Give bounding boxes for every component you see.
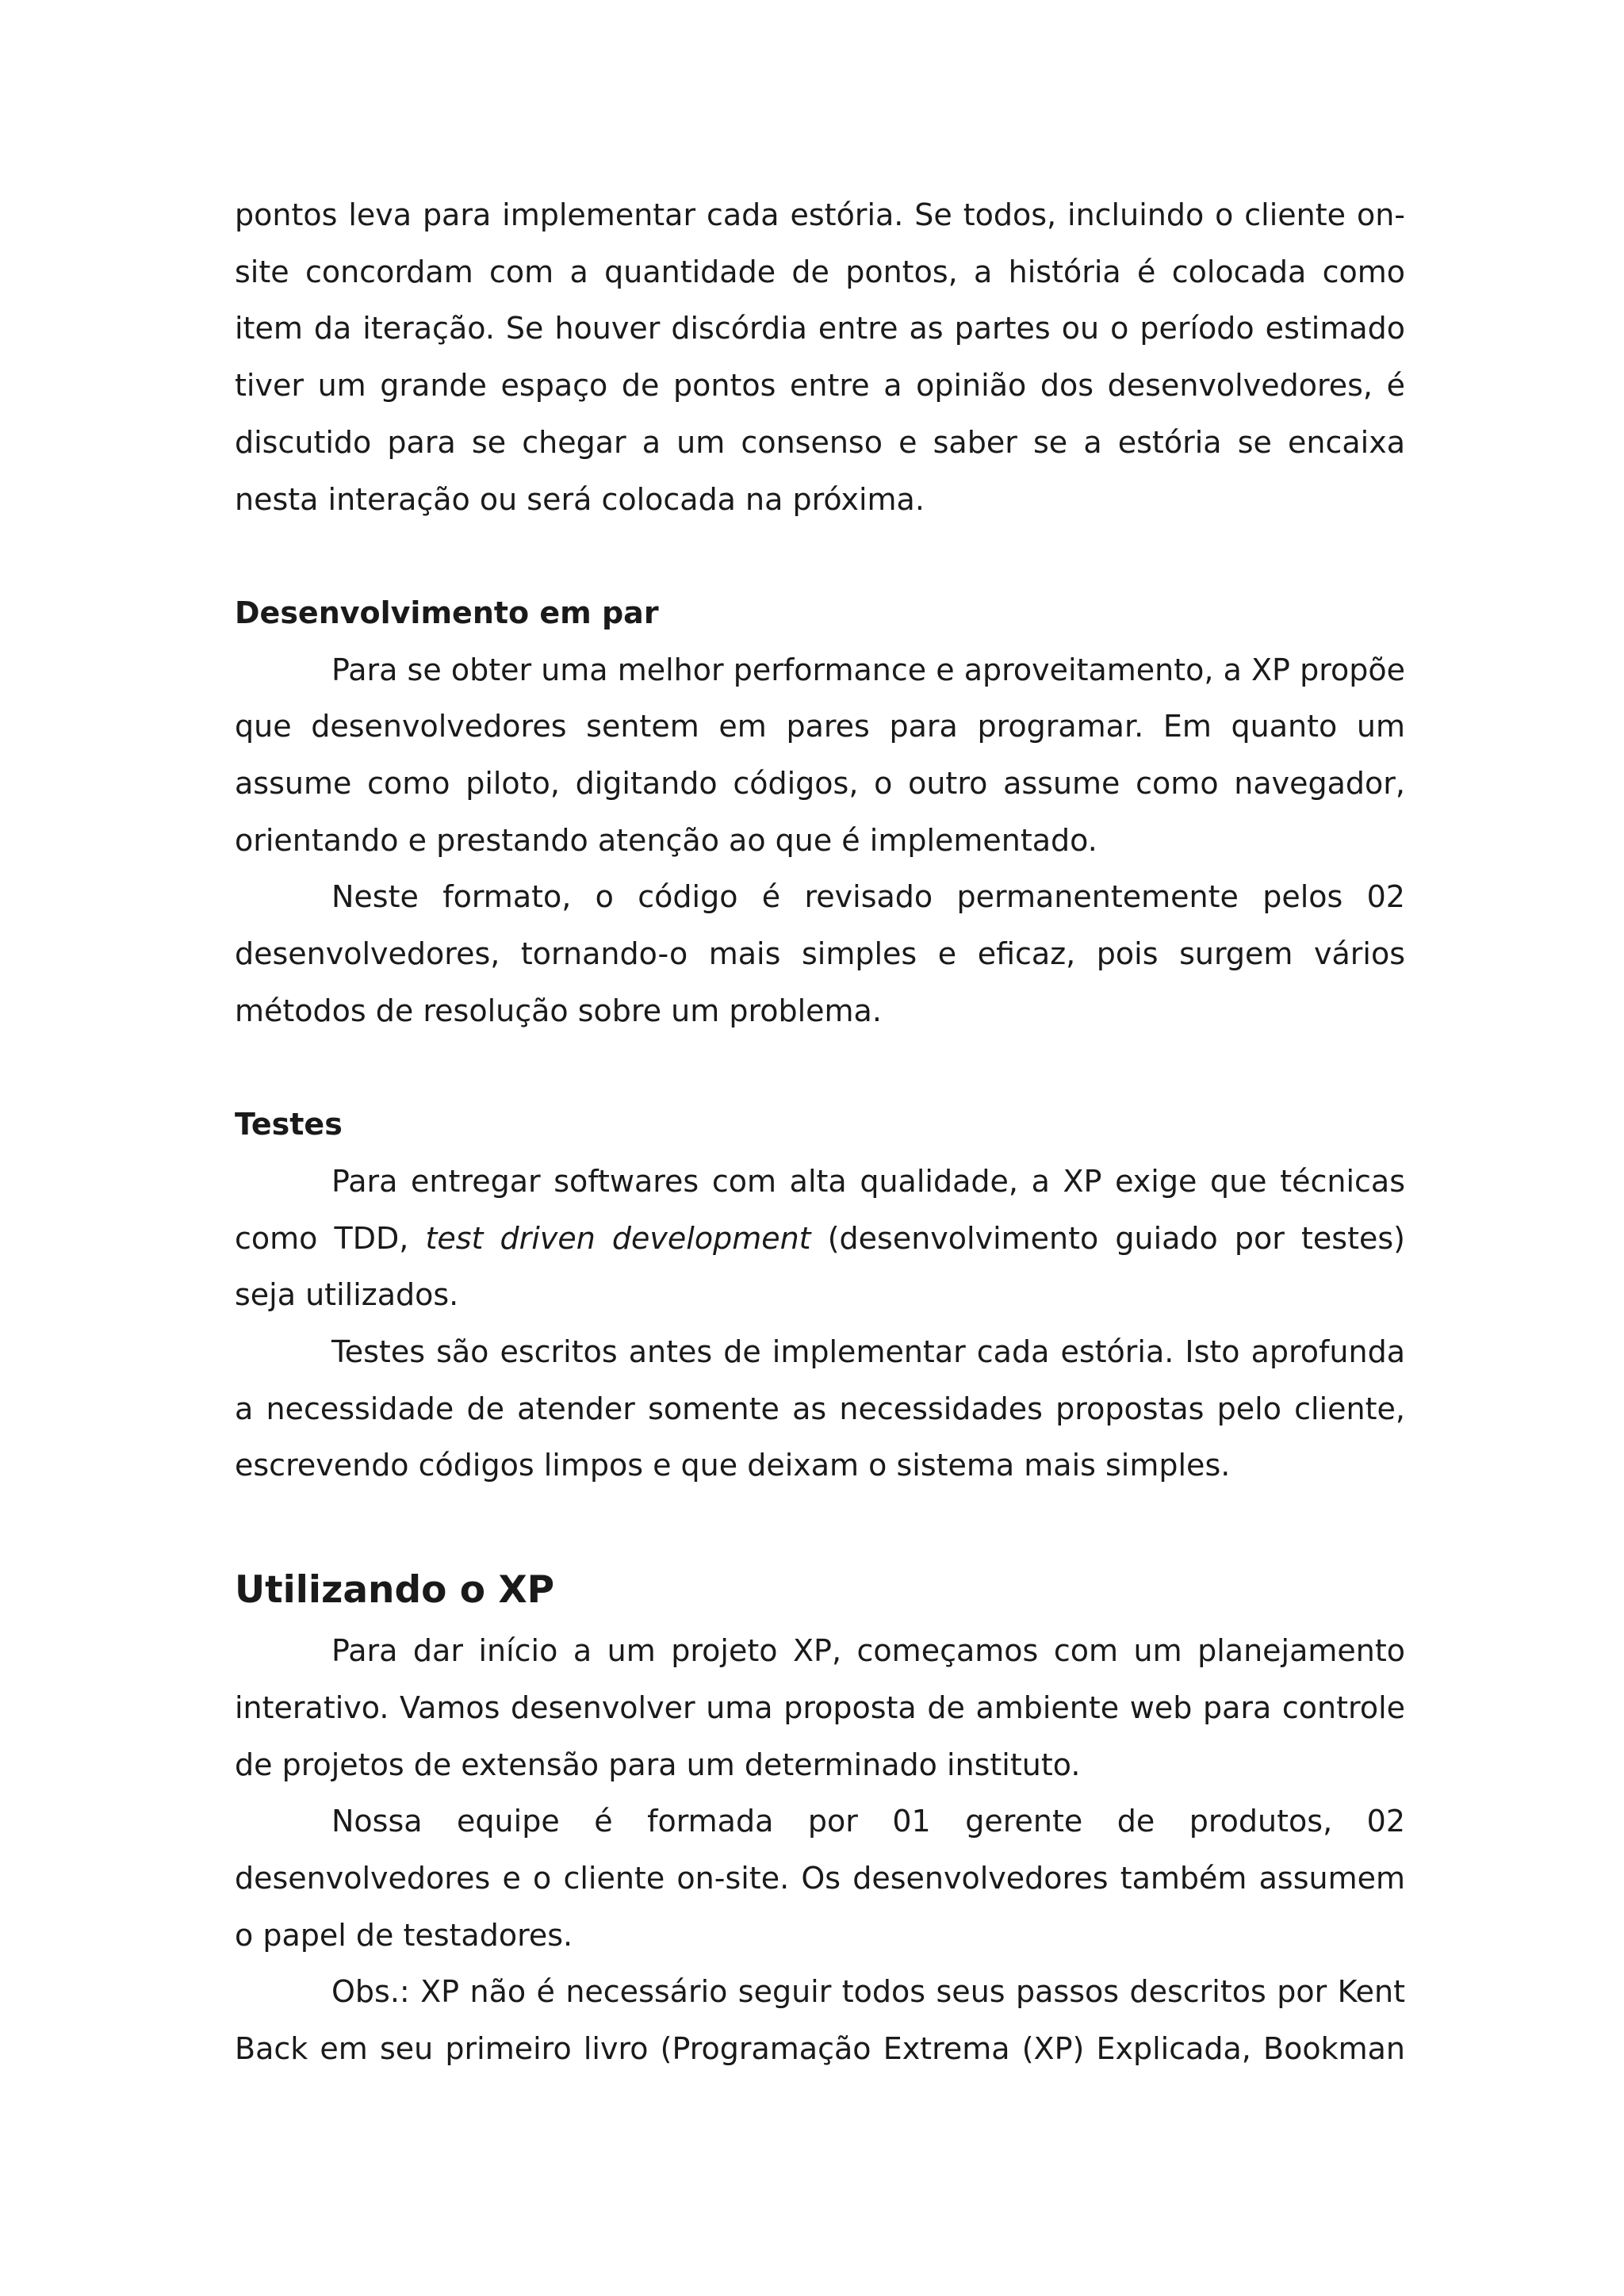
section-spacer bbox=[235, 1494, 1405, 1555]
paragraph-estimation: pontos leva para implementar cada estória. Se todos, incluindo o cliente on-site concordam com a quantidade de pontos, a história é colocada como item da iteração. Se houver discórdia entre as partes ou o período estimado tiver um grande espaço de pontos entre a opinião dos desenvolvedores, é discutido para se chegar a um consenso e saber se a estória se encaixa nesta interação ou será colocada na próxima. bbox=[235, 197, 1405, 517]
paragraph-pair-programming-1: Para se obter uma melhor performance e aproveitamento, a XP propõe que desenvolvedores sentem em pares para programar. Em quanto um assume como piloto, digitando códigos, o outro assume como navegador, orientando e prestando atenção ao que é implementado. bbox=[235, 652, 1405, 858]
paragraph-using-xp-3: Obs.: XP não é necessário seguir todos seus passos descritos por Kent Back em seu primeiro livro (Programação Extrema (XP) Explicada, Bookman bbox=[235, 1974, 1405, 2067]
heading-pair-programming: Desenvolvimento em par bbox=[235, 595, 659, 630]
paragraph-tests-2: Testes são escritos antes de implementar cada estória. Isto aprofunda a necessidade de atender somente as necessidades propostas pelo cliente, escrevendo códigos limpos e que deixam o sistema mais simples. bbox=[235, 1334, 1405, 1483]
page-body bbox=[235, 187, 1405, 2078]
paragraph-pair-programming-2: Neste formato, o código é revisado permanentemente pelos 02 desenvolvedores, tornando-o mais simples e eficaz, pois surgem vários métodos de resolução sobre um problema. bbox=[235, 879, 1405, 1028]
paragraph-spacer bbox=[235, 1040, 1405, 1097]
paragraph-spacer bbox=[235, 528, 1405, 585]
section-title-using-xp: Utilizando o XP bbox=[235, 1568, 555, 1613]
tests-text-part-2: (desenvolvimento guiado por testes) seja utilizados. bbox=[235, 1220, 1405, 1313]
tests-text-part-1: Para entregar softwares com alta qualidade, a XP exige que técnicas como TDD, bbox=[235, 1163, 1405, 1256]
paragraph-using-xp-2: Nossa equipe é formada por 01 gerente de produtos, 02 desenvolvedores e o cliente on-site. Os desenvolvedores também assumem o papel de testadores. bbox=[235, 1804, 1405, 1953]
paragraph-tests-1 bbox=[235, 1154, 1405, 1324]
heading-tests: Testes bbox=[235, 1107, 343, 1142]
paragraph-using-xp-1: Para dar início a um projeto XP, começamos com um planejamento interativo. Vamos desenvolver uma proposta de ambiente web para controle de projetos de extensão para um determinado instituto. bbox=[235, 1633, 1405, 1782]
tests-text-italic: test driven development bbox=[425, 1220, 811, 1256]
